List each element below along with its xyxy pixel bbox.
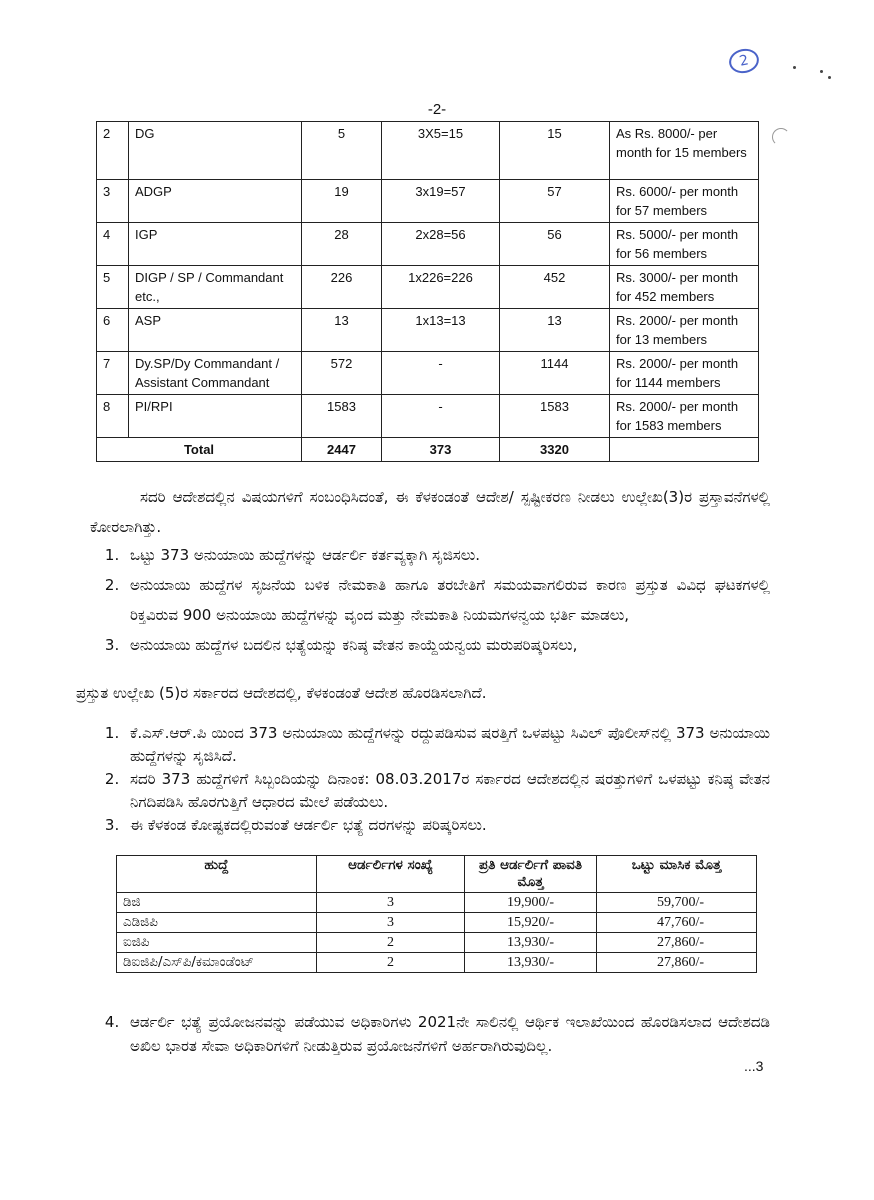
- list-item: 1. ಕೆ.ಎಸ್.ಆರ್.ಪಿ ಯಿಂದ 373 ಅನುಯಾಯಿ ಹುದ್ದೆಗಳನ್ನು ರದ್ದುಪಡಿಸುವ ಷರತ್ತಿಗೆ ಒಳಪಟ್ಟು ಸಿವಿಲ್ ಪೊಲೀಸ್‌ನಲ್ಲಿ 373 ಅನುಯಾಯಿ ಹುದ್ದೆಗಳನ್ನು ಸೃಜಿಸಿದೆ.: [124, 722, 770, 768]
- table-row: [97, 122, 759, 180]
- cell-post: ಐಜಿಪಿ: [117, 933, 317, 953]
- cell-rank: DIGP / SP / Commandant etc.,: [129, 266, 302, 309]
- cell-orderly-count: 2: [317, 953, 465, 973]
- list-item: 2. ಸದರಿ 373 ಹುದ್ದೆಗಳಿಗೆ ಸಿಬ್ಬಂದಿಯನ್ನು ದಿನಾಂಕ: 08.03.2017ರ ಸರ್ಕಾರದ ಆದೇಶದಲ್ಲಿನ ಷರತ್ತುಗಳಿಗೆ ಒಳಪಟ್ಟು ಕನಿಷ್ಠ ವೇತನ ನಿಗದಿಪಡಿಸಿ ಹೊರಗುತ್ತಿಗೆ ಆಧಾರದ ಮೇಲೆ ಪಡೆಯಲು.: [124, 768, 770, 814]
- cell-allowance: Rs. 2000/- per month for 13 members: [610, 309, 759, 352]
- cell-sl-no: 6: [97, 309, 129, 352]
- cell-allowance: Rs. 5000/- per month for 56 members: [610, 223, 759, 266]
- cell-rank: ASP: [129, 309, 302, 352]
- cell-sl-no: 3: [97, 180, 129, 223]
- continued-marker: ...3: [744, 1058, 764, 1074]
- cell-post: ಎಡಿಜಿಪಿ: [117, 913, 317, 933]
- cell-per-orderly: 13,930/-: [465, 953, 597, 973]
- request-list: [90, 540, 770, 660]
- table-header-row: [117, 856, 757, 893]
- eligibility-note: [90, 1010, 770, 1058]
- cell-sl-no: 7: [97, 352, 129, 395]
- cell-formula: 1x13=13: [382, 309, 500, 352]
- cell-orderly-count: 13: [500, 309, 610, 352]
- cell-allowance: Rs. 2000/- per month for 1583 members: [610, 395, 759, 438]
- cell-allowance: Rs. 6000/- per month for 57 members: [610, 180, 759, 223]
- table-row: [117, 953, 757, 973]
- table-row: [97, 309, 759, 352]
- total-orderly-count: 3320: [500, 438, 610, 462]
- cell-formula: 2x28=56: [382, 223, 500, 266]
- cell-orderly-count: 56: [500, 223, 610, 266]
- cell-monthly-total: 59,700/-: [597, 893, 757, 913]
- ink-dot: [828, 76, 831, 79]
- cell-orderly-count: 3: [317, 893, 465, 913]
- header-monthly-total: ಒಟ್ಟು ಮಾಸಿಕ ಮೊತ್ತ: [597, 856, 757, 893]
- page-indicator: -2-: [427, 101, 447, 118]
- cell-orderly-count: 15: [500, 122, 610, 180]
- cell-officer-count: 19: [302, 180, 382, 223]
- table-row: [117, 893, 757, 913]
- header-post: ಹುದ್ದೆ: [117, 856, 317, 893]
- cell-orderly-count: 3: [317, 913, 465, 933]
- paragraph-request-text: ಸದರಿ ಆದೇಶದಲ್ಲಿನ ವಿಷಯಗಳಿಗೆ ಸಂಬಂಧಿಸಿದಂತೆ, ಈ ಕೆಳಕಂಡಂತೆ ಆದೇಶ/ ಸ್ಪಷ್ಟೀಕರಣ ನೀಡಲು ಉಲ್ಲೇಖ(3)ರ ಪ್ರಸ್ತಾವನೆಗಳಲ್ಲಿ ಕೋರಲಾಗಿತ್ತು.: [90, 488, 770, 536]
- cell-sl-no: 4: [97, 223, 129, 266]
- table-row: [117, 933, 757, 953]
- cell-orderly-count: 1144: [500, 352, 610, 395]
- pen-mark: [772, 128, 790, 146]
- order-list: [90, 722, 770, 837]
- cell-per-orderly: 15,920/-: [465, 913, 597, 933]
- cell-sl-no: 2: [97, 122, 129, 180]
- cell-rank: Dy.SP/Dy Commandant / Assistant Commandant: [129, 352, 302, 395]
- cell-officer-count: 5: [302, 122, 382, 180]
- cell-rank: ADGP: [129, 180, 302, 223]
- cell-post: ಡಿಐಜಿಪಿ/ಎಸ್‌ಪಿ/ಕಮಾಂಡೆಂಟ್: [117, 953, 317, 973]
- list-item: 2. ಅನುಯಾಯಿ ಹುದ್ದೆಗಳ ಸೃಜನೆಯ ಬಳಿಕ ನೇಮಕಾತಿ ಹಾಗೂ ತರಬೇತಿಗೆ ಸಮಯವಾಗಲಿರುವ ಕಾರಣ ಪ್ರಸ್ತುತ ವಿವಿಧ ಘಟಕಗಳಲ್ಲಿ ರಿಕ್ತವಿರುವ 900 ಅನುಯಾಯಿ ಹುದ್ದೆಗಳನ್ನು ವೃಂದ ಮತ್ತು ನೇಮಕಾತಿ ನಿಯಮಗಳನ್ವಯ ಭರ್ತಿ ಮಾಡಲು,: [124, 570, 770, 630]
- cell-per-orderly: 13,930/-: [465, 933, 597, 953]
- cell-rank: IGP: [129, 223, 302, 266]
- cell-rank: PI/RPI: [129, 395, 302, 438]
- total-formula: 373: [382, 438, 500, 462]
- cell-officer-count: 13: [302, 309, 382, 352]
- cell-allowance: Rs. 2000/- per month for 1144 members: [610, 352, 759, 395]
- table-row: [97, 223, 759, 266]
- table-row: [97, 352, 759, 395]
- paragraph-order: ಪ್ರಸ್ತುತ ಉಲ್ಲೇಖ (5)ರ ಸರ್ಕಾರದ ಆದೇಶದಲ್ಲಿ, ಕೆಳಕಂಡಂತೆ ಆದೇಶ ಹೊರಡಿಸಲಾಗಿದೆ.: [76, 684, 487, 702]
- list-item: 3. ಈ ಕೆಳಕಂಡ ಕೋಷ್ಟಕದಲ್ಲಿರುವಂತೆ ಆರ್ಡರ್ಲಿ ಭತ್ಯೆ ದರಗಳನ್ನು ಪರಿಷ್ಕರಿಸಲು.: [124, 814, 770, 837]
- cell-allowance: Rs. 3000/- per month for 452 members: [610, 266, 759, 309]
- cell-post: ಡಿಜಿ: [117, 893, 317, 913]
- orderly-allowance-table: [116, 855, 757, 973]
- officers-orderly-table: [96, 121, 759, 462]
- list-item: 1. ಒಟ್ಟು 373 ಅನುಯಾಯಿ ಹುದ್ದೆಗಳನ್ನು ಆರ್ಡರ್ಲಿ ಕರ್ತವ್ಯಕ್ಕಾಗಿ ಸೃಜಿಸಲು.: [124, 540, 770, 570]
- paragraph-request: [90, 482, 770, 542]
- cell-per-orderly: 19,900/-: [465, 893, 597, 913]
- total-officer-count: 2447: [302, 438, 382, 462]
- cell-monthly-total: 47,760/-: [597, 913, 757, 933]
- header-orderly-count: ಆರ್ಡರ್ಲಿಗಳ ಸಂಖ್ಯೆ: [317, 856, 465, 893]
- table-row: [117, 913, 757, 933]
- ink-dot: [820, 70, 823, 73]
- total-label: Total: [97, 438, 302, 462]
- header-per-orderly-amount: ಪ್ರತಿ ಆರ್ಡರ್ಲಿಗೆ ಪಾವತಿ ಮೊತ್ತ: [465, 856, 597, 893]
- table-row: [97, 180, 759, 223]
- cell-officer-count: 1583: [302, 395, 382, 438]
- cell-formula: -: [382, 352, 500, 395]
- table-row: [97, 395, 759, 438]
- cell-monthly-total: 27,860/-: [597, 933, 757, 953]
- handwritten-page-number: 2: [727, 46, 761, 76]
- cell-orderly-count: 452: [500, 266, 610, 309]
- cell-formula: 3X5=15: [382, 122, 500, 180]
- cell-sl-no: 5: [97, 266, 129, 309]
- ink-dot: [793, 66, 796, 69]
- list-item: 3. ಅನುಯಾಯಿ ಹುದ್ದೆಗಳ ಬದಲಿನ ಭತ್ಯೆಯನ್ನು ಕನಿಷ್ಠ ವೇತನ ಕಾಯ್ದೆಯನ್ವಯ ಮರುಪರಿಷ್ಕರಿಸಲು,: [124, 630, 770, 660]
- cell-rank: DG: [129, 122, 302, 180]
- cell-officer-count: 226: [302, 266, 382, 309]
- cell-orderly-count: 57: [500, 180, 610, 223]
- cell-officer-count: 572: [302, 352, 382, 395]
- cell-allowance: As Rs. 8000/- per month for 15 members: [610, 122, 759, 180]
- cell-orderly-count: 1583: [500, 395, 610, 438]
- cell-officer-count: 28: [302, 223, 382, 266]
- cell-formula: 1x226=226: [382, 266, 500, 309]
- cell-monthly-total: 27,860/-: [597, 953, 757, 973]
- total-row: [97, 438, 759, 462]
- cell-sl-no: 8: [97, 395, 129, 438]
- cell-formula: -: [382, 395, 500, 438]
- total-allowance: [610, 438, 759, 462]
- cell-orderly-count: 2: [317, 933, 465, 953]
- table-row: [97, 266, 759, 309]
- list-item: 4. ಆರ್ಡರ್ಲಿ ಭತ್ಯೆ ಪ್ರಯೋಜನವನ್ನು ಪಡೆಯುವ ಅಧಿಕಾರಿಗಳು 2021ನೇ ಸಾಲಿನಲ್ಲಿ ಆರ್ಥಿಕ ಇಲಾಖೆಯಿಂದ ಹೊರಡಿಸಲಾದ ಆದೇಶದಡಿ ಅಖಿಲ ಭಾರತ ಸೇವಾ ಅಧಿಕಾರಿಗಳಿಗೆ ನೀಡುತ್ತಿರುವ ಪ್ರಯೋಜನೆಗಳಿಗೆ ಅರ್ಹರಾಗಿರುವುದಿಲ್ಲ.: [124, 1010, 770, 1058]
- cell-formula: 3x19=57: [382, 180, 500, 223]
